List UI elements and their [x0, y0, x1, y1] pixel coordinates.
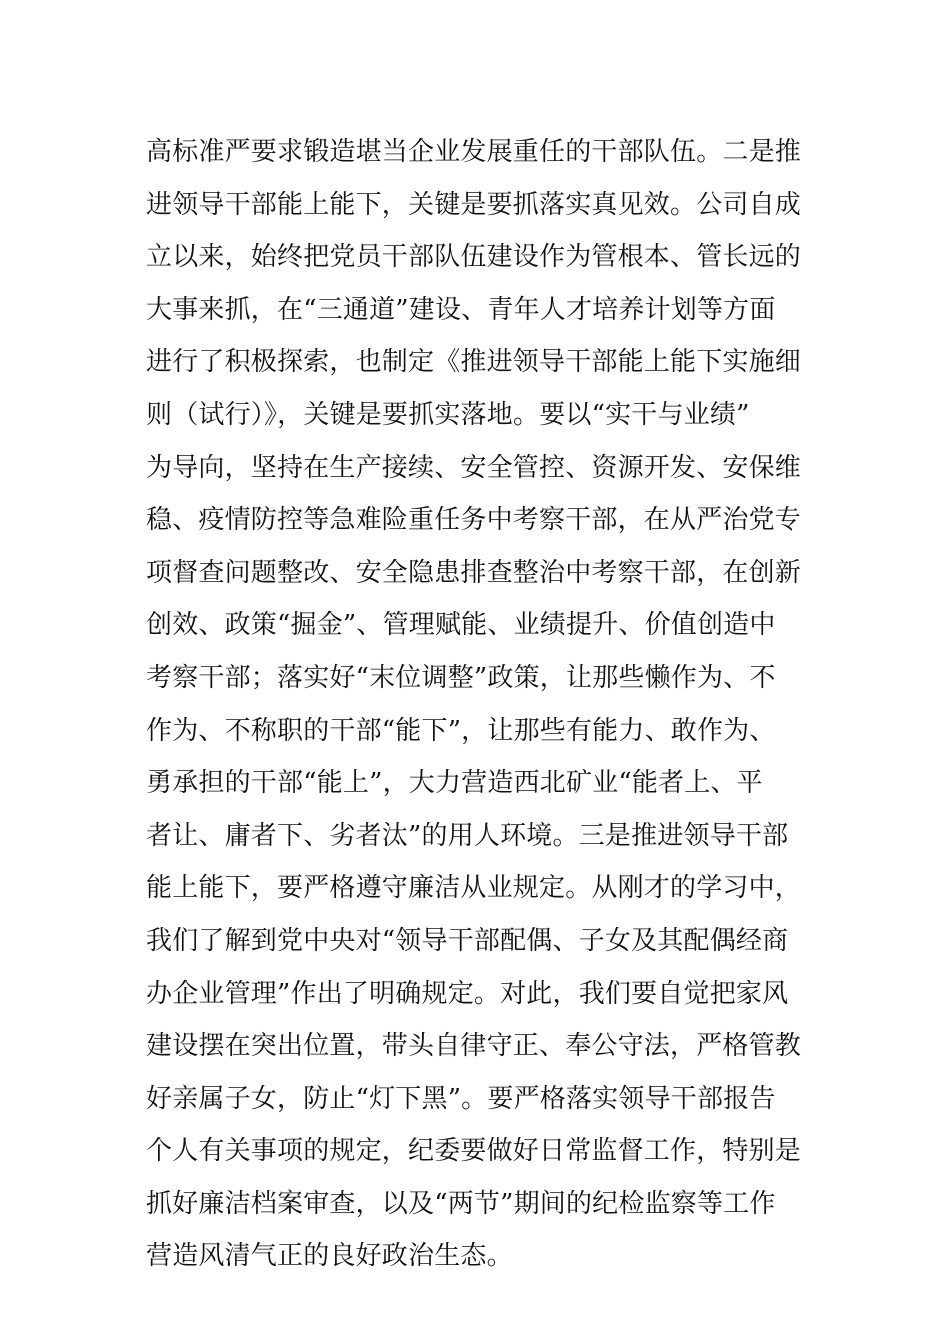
text-line-22: 营造风清气正的良好政治生态。: [146, 1241, 513, 1272]
body-text: [146, 126, 816, 1283]
text-line-16: 我们了解到党中央对“领导干部配偶、子女及其配偶经商: [146, 925, 789, 956]
text-line-17: 办企业管理”作出了明确规定。对此，我们要自觉把家风: [146, 978, 789, 1009]
text-line-21: 抓好廉洁档案审查，以及“两节”期间的纪检监察等工作: [146, 1188, 776, 1219]
text-line-9: 项督查问题整改、安全隐患排查整治中考察干部，在创新: [146, 557, 802, 588]
text-line-2: 进领导干部能上能下，关键是要抓落实真见效。公司自成: [146, 189, 802, 220]
text-line-15: 能上能下，要严格遵守廉洁从业规定。从刚才的学习中，: [146, 873, 802, 904]
text-line-3: 立以来，始终把党员干部队伍建设作为管根本、管长远的: [146, 242, 802, 273]
text-line-6: 则（试行）》，关键是要抓实落地。要以“实干与业绩”: [146, 399, 750, 430]
text-line-20: 个人有关事项的规定，纪委要做好日常监督工作，特别是: [146, 1136, 802, 1167]
text-line-18: 建设摆在突出位置，带头自律守正、奉公守法，严格管教: [146, 1031, 802, 1062]
text-line-14: 者让、庸者下、劣者汰”的用人环境。三是推进领导干部: [146, 820, 789, 851]
text-line-13: 勇承担的干部“能上”，大力营造西北矿业“能者上、平: [146, 768, 763, 799]
text-line-4: 大事来抓，在“三通道”建设、青年人才培养计划等方面: [146, 294, 776, 325]
text-line-11: 考察干部；落实好“末位调整”政策，让那些懒作为、不: [146, 662, 776, 693]
text-line-8: 稳、疫情防控等急难险重任务中考察干部，在从严治党专: [146, 505, 802, 536]
text-line-1: 高标准严要求锻造堪当企业发展重任的干部队伍。二是推: [146, 137, 802, 167]
text-line-5: 进行了积极探索，也制定《推进领导干部能上能下实施细: [146, 347, 802, 378]
text-line-7: 为导向，坚持在生产接续、安全管控、资源开发、安保维: [146, 452, 802, 483]
text-line-12: 作为、不称职的干部“能下”，让那些有能力、敢作为、: [146, 715, 776, 746]
text-line-19: 好亲属子女，防止“灯下黑”。要严格落实领导干部报告: [146, 1083, 776, 1114]
text-line-10: 创效、政策“掘金”、管理赋能、业绩提升、价值创造中: [146, 610, 776, 641]
